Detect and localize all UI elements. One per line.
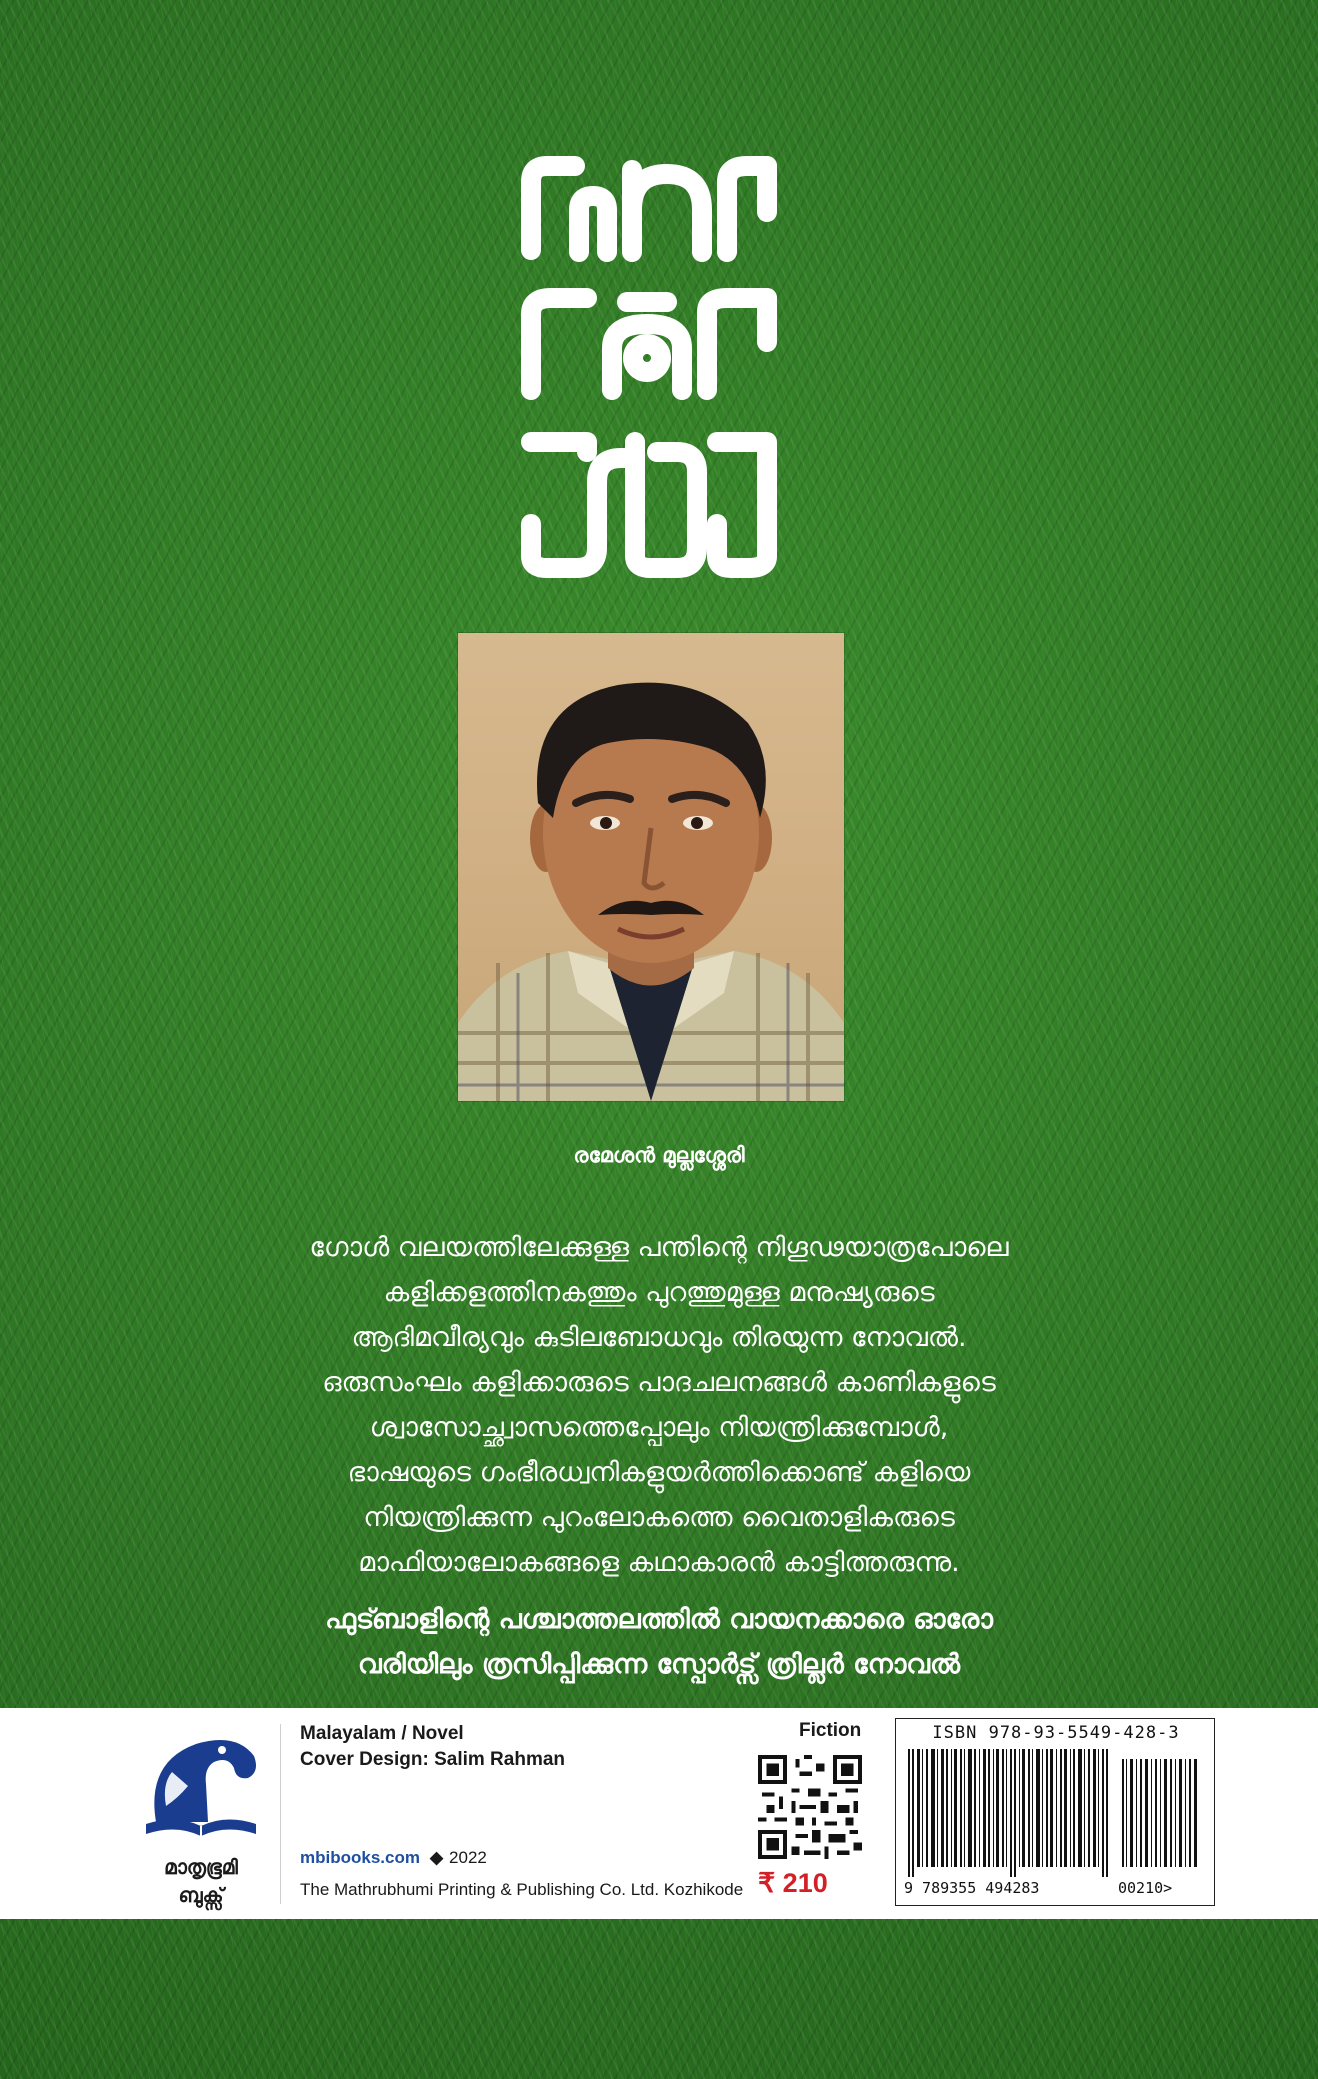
website-link[interactable]: mbibooks.com [300, 1848, 420, 1867]
qr-code [758, 1755, 862, 1859]
isbn-barcode [895, 1718, 1215, 1906]
category-label: Malayalam / Novel [300, 1723, 464, 1744]
logo-text-line2: ബുക്സ് [178, 1883, 224, 1907]
divider [280, 1724, 281, 1904]
blurb-line: ശ്വാസോച്ഛ്വാസത്തെപ്പോലും നിയന്ത്രിക്കുമ്പോൾ, [369, 1412, 949, 1443]
diamond-icon: ◆ [429, 1848, 444, 1867]
isbn-label: ISBN 978-93-5549-428-3 [932, 1723, 1180, 1743]
blurb-line: നിയന്ത്രിക്കുന്ന പുറംലോകത്തെ വൈതാളികരുടെ [363, 1502, 955, 1533]
price-label: ₹ 210 [758, 1868, 828, 1898]
blurb-line: ആദിമവീര്യവും കുടിലബോധവും തിരയുന്ന നോവൽ. [351, 1322, 967, 1353]
tagline-line: വരിയിലും ത്രസിപ്പിക്കുന്ന സ്പോർട്സ് ത്രില്ലർ നോവൽ [357, 1649, 961, 1680]
printer-line: The Mathrubhumi Printing & Publishing Co. Ltd. Kozhikode [300, 1880, 744, 1899]
barcode-addon-digits: 00210> [1118, 1879, 1173, 1897]
publisher-strip [0, 1708, 1318, 1919]
blurb-line: മാഫിയാലോകങ്ങളെ കഥാകാരൻ കാട്ടിത്തരുന്നു. [358, 1547, 960, 1578]
blurb-line: ഗോൾ വലയത്തിലേക്കുള്ള പന്തിന്റെ നിഗൂഢയാത്രപോലെ [309, 1232, 1009, 1263]
author-photo [458, 633, 844, 1101]
elephant-book-icon [136, 1722, 266, 1852]
logo-text-line1: മാതൃഭൂമി [164, 1855, 238, 1879]
author-name: രമേശൻ മുല്ലശ്ശേരി [573, 1143, 745, 1167]
publication-year: 2022 [449, 1848, 487, 1867]
barcode-bars [908, 1749, 1202, 1877]
title-artwork [517, 152, 781, 582]
tagline-text [180, 1597, 1138, 1687]
genre-label: Fiction [799, 1720, 862, 1741]
barcode-digits: 9 789355 494283 [904, 1879, 1040, 1897]
blurb-text [180, 1225, 1138, 1585]
blurb-line: ഒരുസംഘം കളിക്കാരുടെ പാദചലനങ്ങൾ കാണികളുടെ [322, 1367, 996, 1398]
blurb-line: കളിക്കളത്തിനകത്തും പുറത്തുമുള്ള മനുഷ്യരുടെ [383, 1277, 935, 1308]
cover-design-credit: Cover Design: Salim Rahman [300, 1749, 566, 1770]
blurb-line: ഭാഷയുടെ ഗംഭീരധ്വനികളുയർത്തിക്കൊണ്ട് കളിയെ [347, 1457, 971, 1488]
website-line [300, 1848, 487, 1868]
tagline-line: ഫുട്ബാളിന്റെ പശ്ചാത്തലത്തിൽ വായനക്കാരെ ഓരോ [325, 1604, 993, 1635]
publisher-logo [136, 1722, 266, 1912]
